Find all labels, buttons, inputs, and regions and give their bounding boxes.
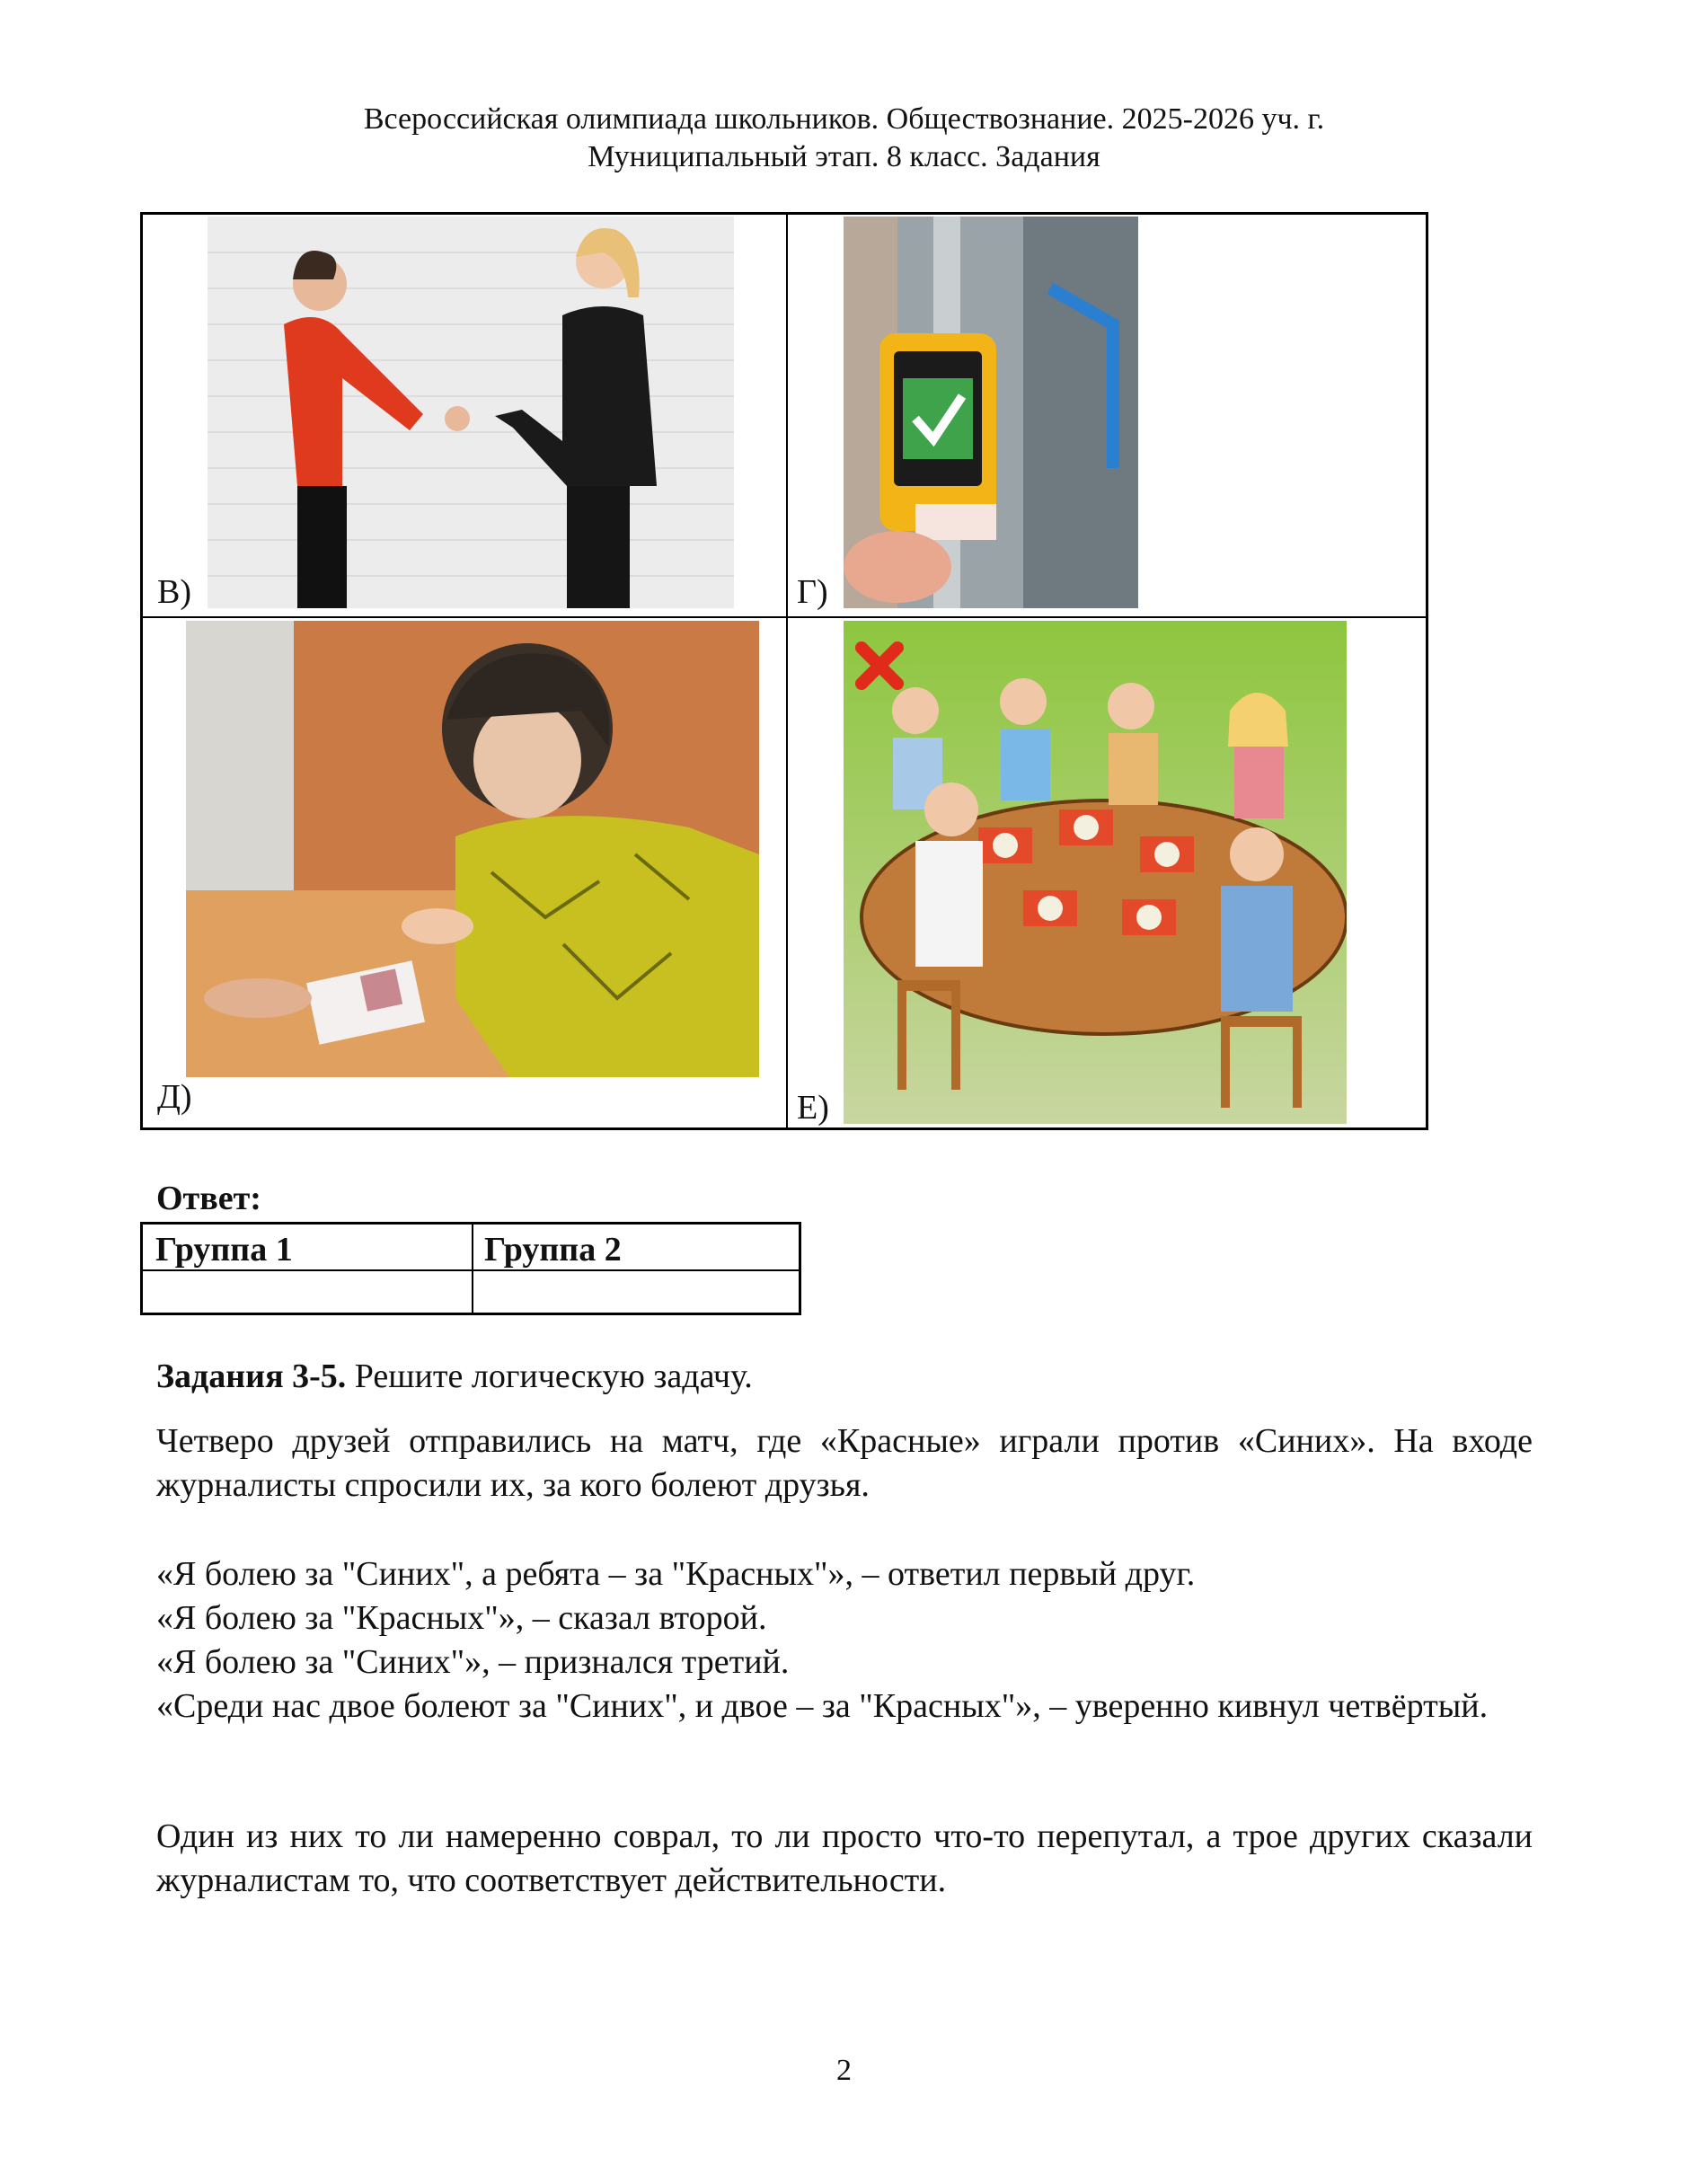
grid-divider-vertical: [786, 215, 788, 1127]
task-conclusion: Один из них то ли намеренно соврал, то ли просто что-то перепутал, а трое других сказали журналистам то, что соответствует действительности.: [156, 1817, 1533, 1899]
page-header: [0, 101, 1688, 176]
answer-table: [140, 1222, 801, 1315]
illustration-friends-phones: [844, 621, 1347, 1124]
label-v: В): [157, 573, 191, 611]
quote-first-friend: «Я болею за "Синих", а ребята – за "Красных"», – ответил первый друг.: [156, 1555, 1196, 1593]
answer-header-group-2: Группа 2: [484, 1231, 622, 1269]
photo-fare-validator: [844, 217, 1138, 608]
photo-handshake: [208, 217, 734, 608]
page-number: 2: [836, 2054, 852, 2087]
quote-fourth-friend: «Среди нас двое болеют за "Синих", и двое – за "Красных"», – уверенно кивнул четвёртый.: [156, 1687, 1489, 1725]
label-e: Е): [797, 1089, 829, 1127]
task-title: [156, 1355, 1533, 1399]
quote-third-friend: «Я болею за "Синих"», – признался третий.: [156, 1643, 790, 1681]
task-title-bold: Задания 3-5.: [156, 1357, 347, 1395]
answer-header-group-1: Группа 1: [155, 1231, 293, 1269]
header-line-1: Всероссийская олимпиада школьников. Обществознание. 2025-2026 уч. г.: [363, 102, 1325, 136]
label-g: Г): [797, 573, 828, 611]
task-intro: Четверо друзей отправились на матч, где «Красные» играли против «Синих». На входе журналисты спросили их, за кого болеют друзья.: [156, 1422, 1533, 1504]
image-grid: [140, 212, 1428, 1130]
header-line-2: Муниципальный этап. 8 класс. Задания: [588, 140, 1100, 173]
label-d: Д): [157, 1078, 192, 1116]
answer-table-row-divider: [143, 1269, 799, 1271]
grid-divider-horizontal: [143, 616, 1426, 618]
quote-second-friend: «Я болею за "Красных"», – сказал второй.: [156, 1599, 767, 1637]
answer-table-divider: [472, 1225, 473, 1313]
answer-title: Ответ:: [156, 1180, 261, 1217]
photo-passport-office: [186, 621, 759, 1077]
task-title-rest: Решите логическую задачу.: [346, 1357, 753, 1395]
